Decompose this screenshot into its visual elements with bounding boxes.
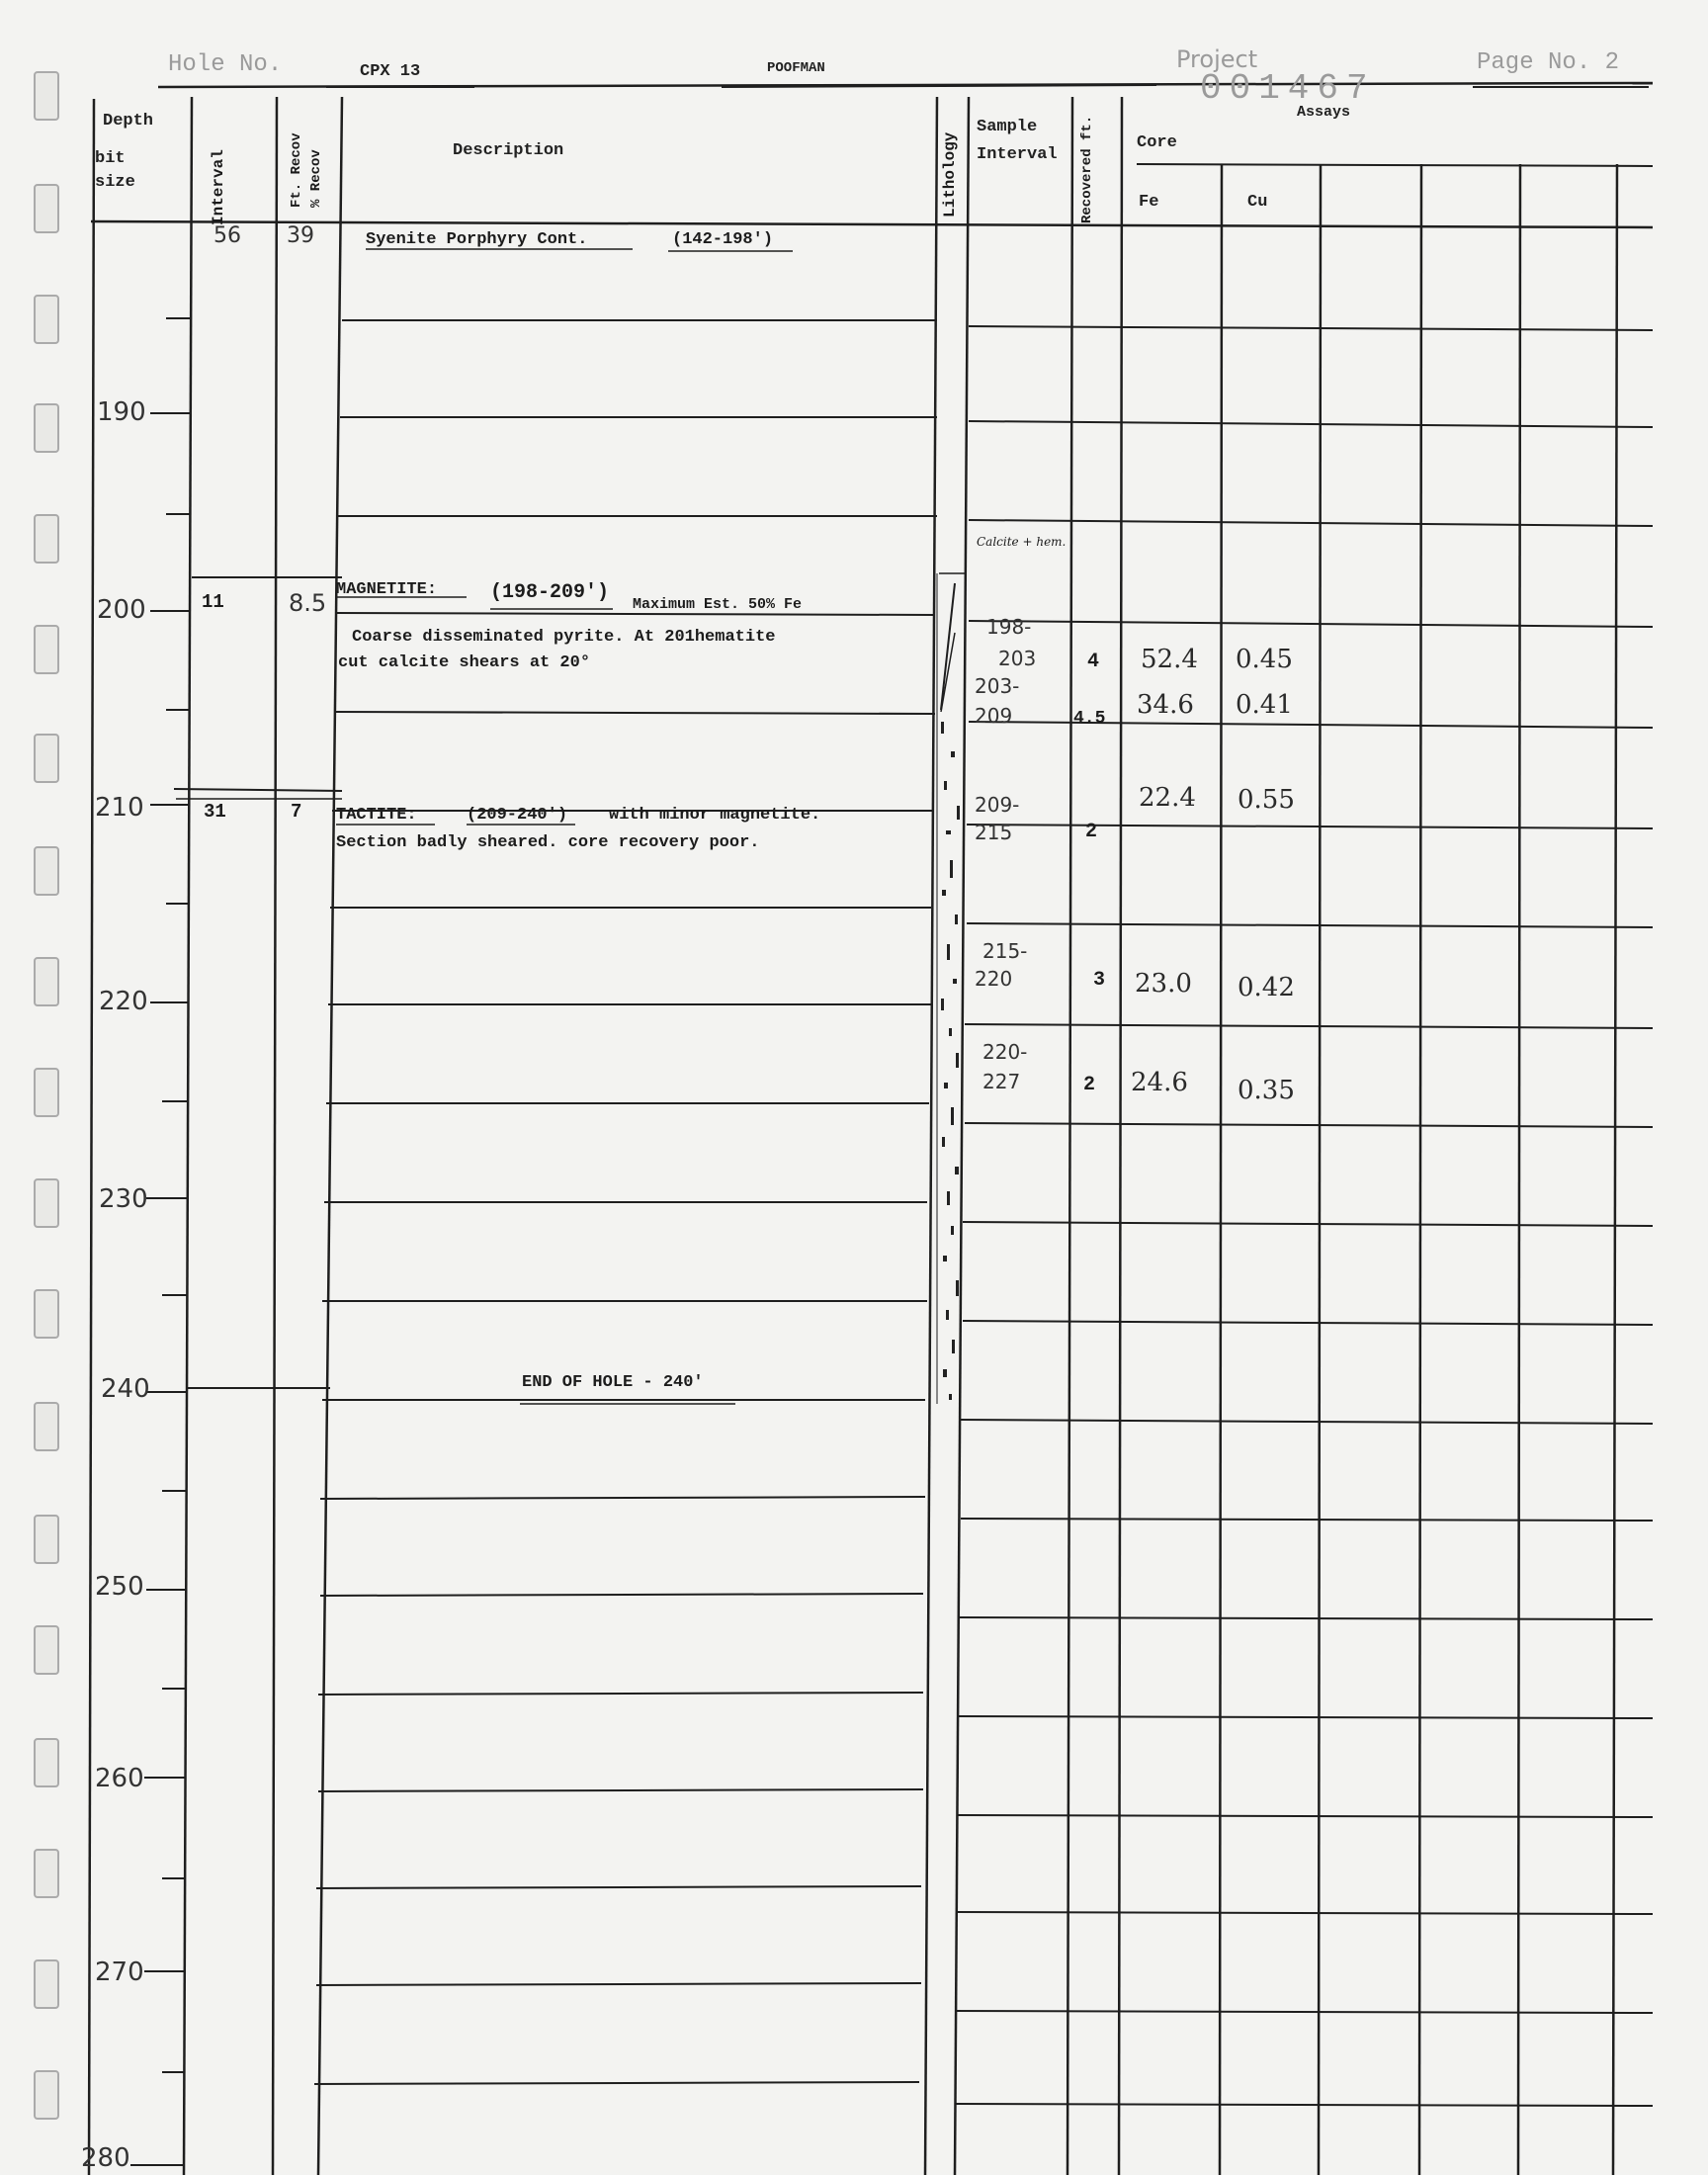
sample-from: 215-	[982, 939, 1028, 963]
col-recov-pct: % Recov	[308, 149, 324, 208]
col-recov-ft: Ft. Recov	[289, 132, 304, 208]
col-sample-interval: Interval	[977, 145, 1058, 164]
hole-number: CPX 13	[360, 62, 421, 81]
col-recovered: Recovered ft.	[1079, 115, 1095, 223]
sample-cu: 0.42	[1238, 973, 1295, 1002]
sample-from: 203-	[975, 674, 1020, 698]
col-cu: Cu	[1247, 193, 1268, 212]
sample-to: 227	[982, 1070, 1021, 1093]
sample-fe: 24.6	[1131, 1068, 1188, 1097]
sample-recovered: 4.5	[1073, 709, 1106, 729]
end-of-hole: END OF HOLE - 240'	[522, 1373, 704, 1392]
depth-mark: 200	[97, 595, 146, 625]
depth-mark: 260	[95, 1764, 144, 1793]
recovery-value: 7	[291, 801, 302, 823]
col-core: Core	[1137, 133, 1177, 152]
depth-mark: 210	[95, 793, 144, 823]
tactite-title: TACTITE:	[336, 806, 417, 825]
sample-cu: 0.41	[1236, 690, 1293, 720]
lithology-note: Calcite + hem.	[977, 535, 1067, 549]
interval-value: 31	[204, 801, 226, 823]
depth-mark: 190	[97, 397, 146, 427]
magnetite-range: (198-209')	[490, 581, 610, 604]
magnetite-line: cut calcite shears at 20°	[338, 653, 591, 672]
depth-mark: 240	[101, 1374, 150, 1404]
col-lithology: Lithology	[941, 131, 959, 218]
col-interval: Interval	[210, 149, 227, 225]
col-depth: Depth	[103, 112, 154, 130]
magnetite-title: MAGNETITE:	[336, 580, 438, 599]
tactite-range: (209-240')	[467, 806, 568, 825]
hole-label: Hole No.	[168, 51, 283, 78]
interval-value: 56	[214, 223, 241, 248]
syenite-title: Syenite Porphyry Cont.	[366, 230, 588, 249]
sample-fe: 52.4	[1141, 645, 1198, 674]
property-name: POOFMAN	[767, 60, 825, 76]
project-number: 001467	[1200, 68, 1376, 109]
sample-recovered: 3	[1093, 969, 1106, 992]
sample-from: 209-	[975, 793, 1020, 817]
sample-cu: 0.55	[1238, 785, 1295, 815]
sample-fe: 34.6	[1137, 690, 1194, 720]
sample-cu: 0.45	[1236, 645, 1293, 674]
depth-mark: 270	[95, 1958, 144, 1987]
col-bit: bit	[95, 149, 126, 168]
page-number: Page No. 2	[1477, 49, 1620, 76]
depth-mark: 280	[81, 2143, 130, 2173]
magnetite-line: Coarse disseminated pyrite. At 201hematite	[352, 628, 776, 647]
col-assays: Assays	[1297, 104, 1351, 121]
tactite-line: Section badly sheared. core recovery poor.	[336, 833, 760, 852]
col-sample: Sample	[977, 118, 1038, 136]
recovery-value: 39	[287, 223, 314, 248]
sample-to: 220	[975, 967, 1013, 991]
sample-recovered: 2	[1085, 821, 1098, 843]
tactite-note: with minor magnetite.	[609, 806, 821, 825]
col-size: size	[95, 173, 135, 192]
magnetite-note: Maximum Est. 50% Fe	[633, 596, 803, 613]
sample-recovered: 2	[1083, 1074, 1096, 1096]
sample-to: 215	[975, 821, 1013, 844]
sample-to: 203	[998, 647, 1037, 670]
lithology-pattern	[941, 722, 960, 1400]
depth-mark: 250	[95, 1572, 144, 1602]
col-fe: Fe	[1139, 193, 1159, 212]
sample-recovered: 4	[1087, 651, 1100, 673]
col-description: Description	[453, 141, 564, 160]
sample-from: 198-	[986, 615, 1032, 639]
depth-mark: 220	[99, 987, 148, 1016]
recovery-value: 8.5	[289, 589, 327, 617]
depth-mark: 230	[99, 1184, 148, 1214]
sample-fe: 23.0	[1135, 969, 1192, 999]
syenite-range: (142-198')	[672, 230, 774, 249]
sample-from: 220-	[982, 1040, 1028, 1064]
sample-cu: 0.35	[1238, 1076, 1295, 1105]
interval-value: 11	[202, 591, 224, 613]
sample-to: 209	[975, 704, 1013, 728]
project-label: Project	[1176, 45, 1258, 73]
sample-fe: 22.4	[1139, 783, 1196, 813]
